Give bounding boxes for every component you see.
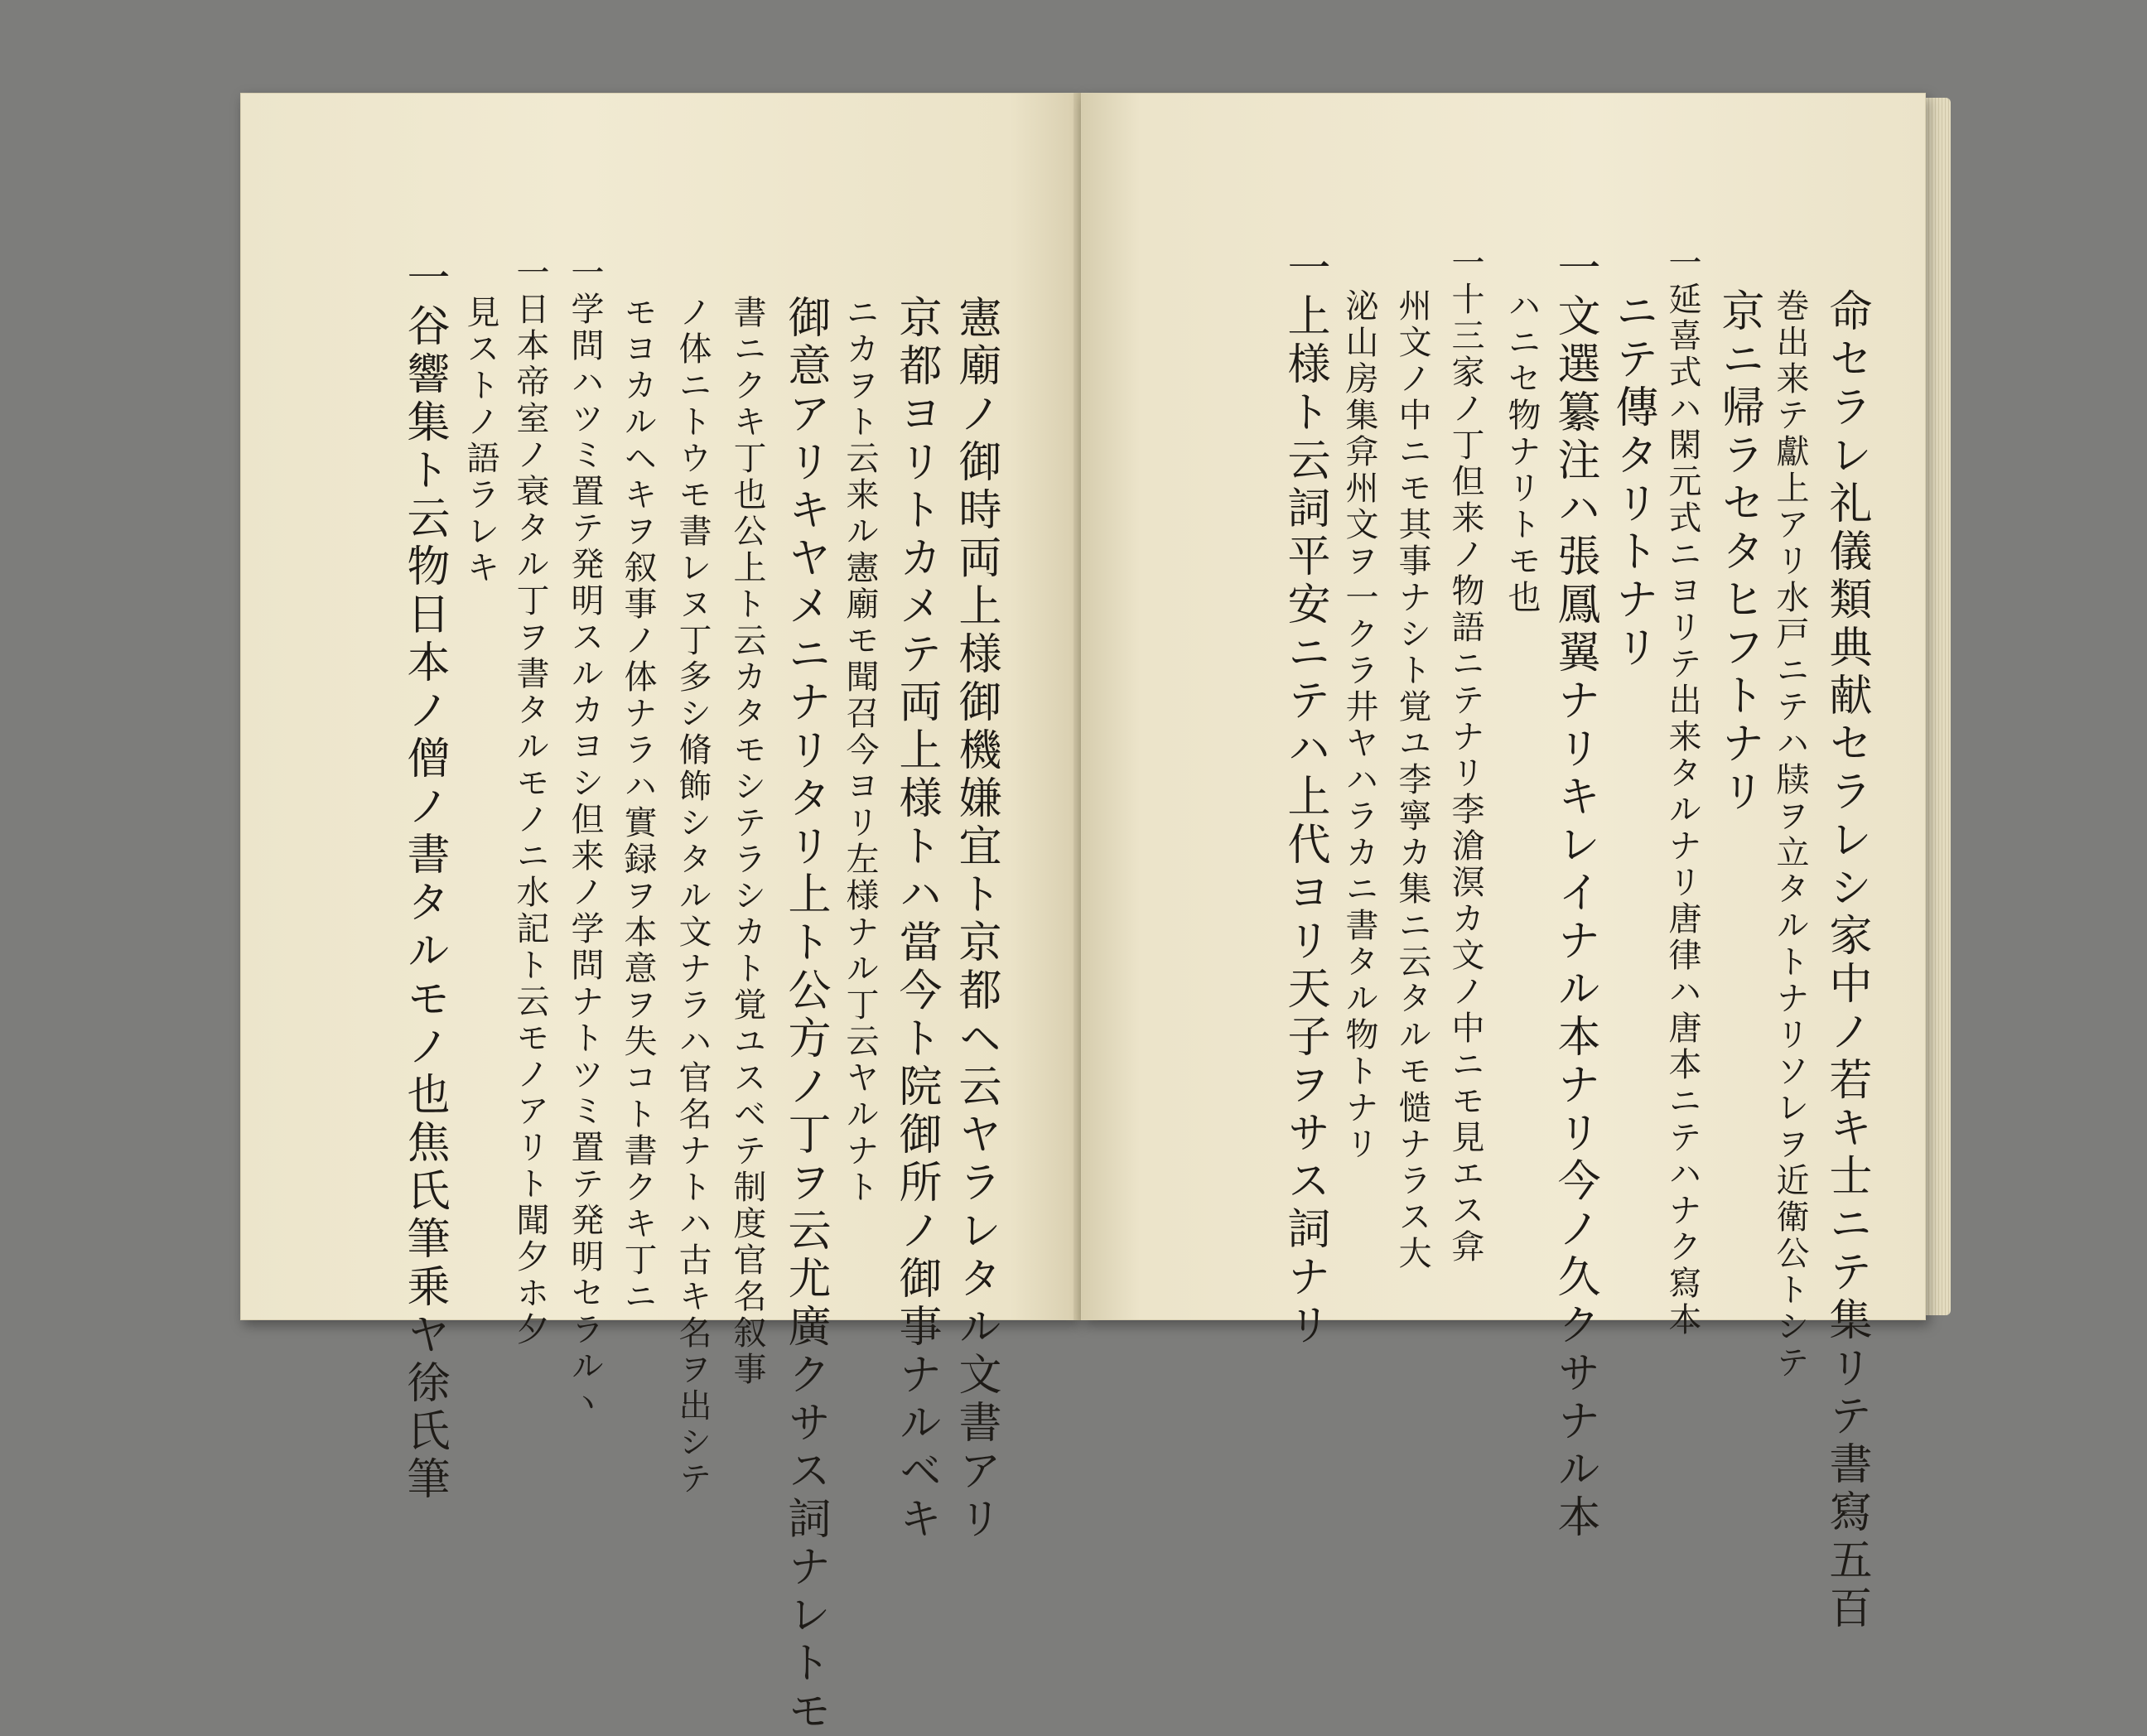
left-column-9: 一日本帝室ノ衰タル丁ヲ書タルモノニ水記ト云モノアリト聞夕ホ夕 [511, 255, 549, 1348]
left-column-10: 見ストノ語ラレキ [461, 295, 499, 586]
left-column-5: 書ニクキ丁也公上ト云カタモシテラシカト覚ユスベテ制度官名叙事 [728, 295, 766, 1388]
right-column-5: ニテ傳タリトナリ [1608, 288, 1657, 673]
left-column-4: 御意アリキヤメニナリタリ上ト公方ノ丁ヲ云尤廣クサス詞ナレトモ [780, 295, 830, 1736]
left-column-6: ノ体ニトウモ書レヌ丁多シ脩飾シタル文ナラハ官名ナトハ古キ名ヲ出シテ [673, 295, 712, 1497]
right-column-11: 一上様ト云詞平安ニテハ上代ヨリ天子ヲサス詞ナリ [1280, 245, 1329, 1350]
left-column-3: ニカヲト云来ル憲廟モ聞召今ヨリ左様ナル丁云ヤルナト [841, 295, 879, 1206]
right-column-10: 泌山房集弇州文ヲ一クラ井ヤハラカニ書タル物トナリ [1340, 288, 1378, 1163]
right-column-9: 州文ノ中ニモ其事ナシト覚ユ李寧カ集ニ云タルモ慥ナラス大 [1393, 288, 1431, 1272]
left-column-1: 憲廟ノ御時両上様御機嫌宜ト京都ヘ云ヤラレタル文書アリ [951, 295, 1001, 1544]
left-column-7: モヨカルヘキヲ叙事ノ体ナラハ實録ヲ本意ヲ失コト書クキ丁ニ [619, 295, 657, 1315]
page-edge-stack [1926, 98, 1951, 1315]
left-column-8: 一学問ハツミ置テ発明スルカヨシ但来ノ学問ナトツミ置テ発明セラルヽ [566, 255, 604, 1421]
right-column-4: 一延喜式ハ閑元式ニヨリテ出来タルナリ唐律ハ唐本ニテハナク寫本 [1663, 245, 1701, 1338]
right-column-6: 一文選纂注ハ張鳳翼ナリキレイナル本ナリ今ノ久クサナル本 [1550, 245, 1599, 1542]
right-column-2: 巻出来テ獻上アリ水戸ニテハ牍ヲ立タルトナリソレヲ近衛公トシテ [1771, 288, 1809, 1382]
left-page [240, 93, 1077, 1736]
right-column-8: 一十三家ノ丁但来ノ物語ニテナリ李滄溟カ文ノ中ニモ見エス弇 [1446, 245, 1484, 1266]
right-page [1081, 93, 1926, 1633]
right-column-7: ハニセ物ナリトモ也 [1503, 288, 1541, 616]
left-column-2: 京都ヨリトカメテ両上様トハ當今ト院御所ノ御事ナルベキ [891, 295, 941, 1544]
right-column-1: 命セラレ礼儀類典献セラレシ家中ノ若キ士ニテ集リテ書寫五百 [1821, 288, 1871, 1633]
left-column-11: 一谷響集ト云物日本ノ僧ノ書タルモノ也焦氏筆乗ヤ徐氏筆 [399, 255, 449, 1504]
right-column-3: 京ニ帰ラセタヒフトナリ [1714, 288, 1763, 817]
